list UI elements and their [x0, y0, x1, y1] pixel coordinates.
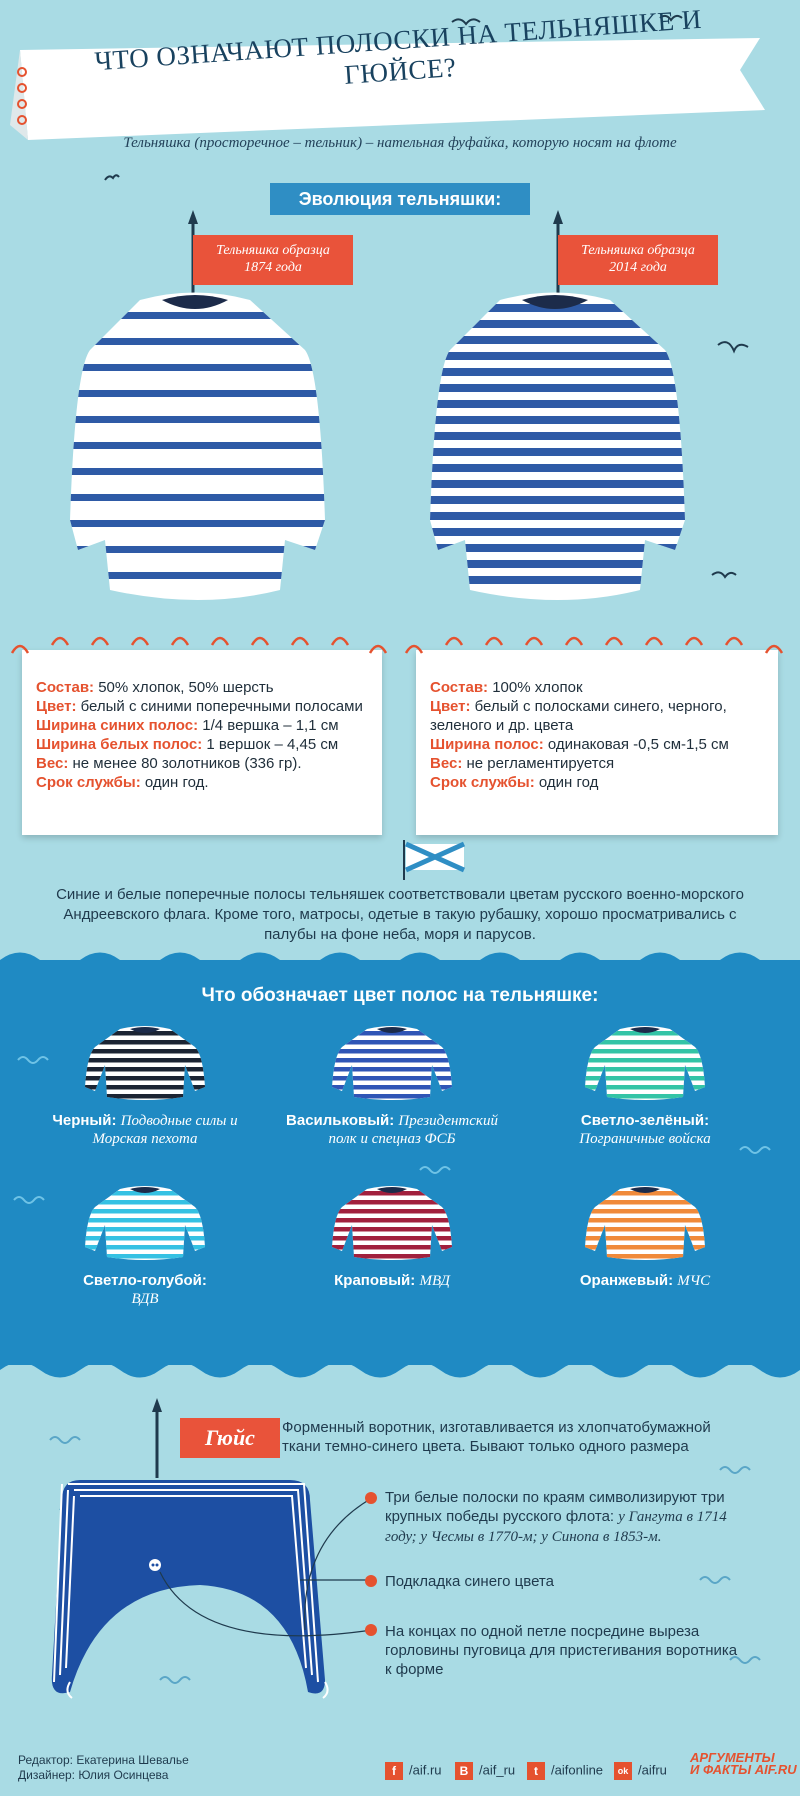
- shirt-stripe: [85, 1227, 205, 1232]
- card-2014-row: [430, 697, 764, 735]
- shirt-stripe: [585, 1094, 705, 1099]
- callout-dot: [365, 1492, 377, 1504]
- field-value: 1 вершок – 4,45 см: [202, 736, 339, 753]
- field-key: Вес:: [430, 755, 463, 772]
- label-1874: [193, 235, 353, 285]
- evolution-banner: Эволюция тельняшки:: [270, 183, 530, 215]
- gyuis-label: Гюйс: [180, 1418, 280, 1458]
- color-name: Черный:: [52, 1112, 117, 1129]
- stripe-color-caption: [530, 1272, 760, 1290]
- shirt-icon: [585, 1025, 705, 1100]
- social-handle: /aifru: [638, 1762, 667, 1778]
- field-value: не менее 80 золотников (336 гр).: [68, 755, 302, 772]
- card-2014-row: [430, 773, 764, 792]
- field-value: 1/4 вершка – 1,1 см: [198, 717, 339, 734]
- shirt-stripe: [585, 1245, 705, 1250]
- shirt-stripe: [585, 1076, 705, 1081]
- color-name: Краповый:: [334, 1272, 416, 1289]
- shirt-icon: [585, 1185, 705, 1260]
- shirt-stripe: [85, 1058, 205, 1063]
- shirt-stripe: [85, 1245, 205, 1250]
- colors-section-title: Что обозначает цвет полос на тельняшке:: [201, 985, 599, 1006]
- callout-dot: [365, 1575, 377, 1587]
- shirt-stripe: [85, 1094, 205, 1099]
- label-1874-line2: 1874 года: [244, 260, 302, 275]
- shirt-stripe: [585, 1049, 705, 1054]
- stripe-color-item: [530, 1185, 760, 1290]
- aif-logo[interactable]: [690, 1752, 797, 1776]
- card-1874: [22, 650, 382, 835]
- stripe-color-caption: [277, 1272, 507, 1290]
- field-value: белый с синими поперечными полосами: [76, 698, 363, 715]
- shirt-stripe: [332, 1067, 452, 1072]
- color-meaning: ВДВ: [131, 1291, 159, 1307]
- field-key: Ширина полос:: [430, 736, 544, 753]
- shirt-2014-illustration: [430, 290, 690, 620]
- card-1874-row: [36, 735, 368, 754]
- brand-line2: И ФАКТЫ AIF.RU: [690, 1762, 797, 1777]
- card-1874-row: [36, 678, 368, 697]
- label-1874-line1: Тельняшка образца: [216, 243, 330, 258]
- gyuis-description: Форменный воротник, изготавливается из хлопчатобумажной ткани темно-синего цвета. Бывают только одного размера: [282, 1419, 711, 1455]
- shirt-stripe: [85, 1236, 205, 1241]
- field-key: Ширина белых полос:: [36, 736, 203, 753]
- shirt-stripe: [332, 1085, 452, 1090]
- social-handle: /aifonline: [551, 1762, 604, 1778]
- shirt-icon: [332, 1025, 452, 1100]
- shirt-stripe: [85, 1209, 205, 1214]
- color-name: Светло-зелёный:: [580, 1112, 710, 1129]
- callout-dot: [365, 1624, 377, 1636]
- card-1874-row: [36, 773, 368, 792]
- shirt-stripe: [85, 1040, 205, 1045]
- stripe-color-caption: [30, 1272, 260, 1308]
- shirt-stripe: [332, 1058, 452, 1063]
- note-italic: у Гангута в 1714 году; у Чесмы в 1770-м; у Синопа в 1853-м.: [385, 1509, 727, 1545]
- gyuis-callout-lines: [0, 1480, 380, 1680]
- color-meaning: МЧС: [677, 1273, 711, 1289]
- stripe-color-caption: [530, 1112, 760, 1148]
- designer-credit: Дизайнер: Юлия Осинцева: [18, 1768, 169, 1782]
- color-name: Васильковый:: [286, 1112, 395, 1129]
- field-value: 50% хлопок, 50% шерсть: [94, 679, 274, 696]
- shirt-stripe: [585, 1058, 705, 1063]
- field-value: один год.: [140, 774, 209, 791]
- label-2014-line1: Тельняшка образца: [581, 243, 695, 258]
- shirt-stripe: [332, 1049, 452, 1054]
- andreevsky-flag-icon: [400, 840, 470, 880]
- field-key: Цвет:: [430, 698, 471, 715]
- shirt-stripe: [332, 1200, 452, 1205]
- field-key: Ширина синих полос:: [36, 717, 199, 734]
- note-text: На концах по одной петле посредине выреза горловины пуговица для пристегивания воротника к форме: [385, 1623, 738, 1678]
- field-value: 100% хлопок: [488, 679, 583, 696]
- flag-explanation: Синие и белые поперечные полосы тельняшек соответствовали цветам русского военно-морского Андреевского флага. Кроме того, матросы, одетые в такую рубашку, хорошо просматривались с палубы на фоне неба, моря и парусов.: [56, 886, 744, 943]
- shirt-stripe: [85, 1254, 205, 1259]
- card-2014-row: [430, 754, 764, 773]
- shirt-stripe: [85, 1067, 205, 1072]
- card-1874-row: [36, 716, 368, 735]
- field-key: Срок службы:: [36, 774, 141, 791]
- twitter-icon: t: [527, 1762, 545, 1780]
- shirt-stripe: [85, 1049, 205, 1054]
- card-2014-row: [430, 678, 764, 697]
- gyuis-note-stripes: [385, 1488, 745, 1547]
- card-rings: [0, 625, 800, 665]
- card-1874-row: [36, 754, 368, 773]
- card-2014-row: [430, 735, 764, 754]
- shirt-stripe: [332, 1236, 452, 1241]
- shirt-stripe: [85, 1085, 205, 1090]
- page-title: ЧТО ОЗНАЧАЮТ ПОЛОСКИ НА ТЕЛЬНЯШКЕ И ГЮЙСЕ?: [93, 3, 703, 90]
- color-meaning: МВД: [419, 1273, 450, 1289]
- field-key: Состав:: [430, 679, 489, 696]
- shirt-stripe: [585, 1085, 705, 1090]
- field-key: Состав:: [36, 679, 95, 696]
- gyuis-note-loops: [385, 1622, 745, 1679]
- field-value: один год: [534, 774, 599, 791]
- shirt-stripe: [332, 1076, 452, 1081]
- shirt-stripe: [585, 1067, 705, 1072]
- credits: [18, 1753, 189, 1783]
- gyuis-flagpole: [145, 1398, 175, 1478]
- note-text: Три белые полоски по краям символизируют три крупных победы русского флота:: [385, 1489, 725, 1525]
- field-value: не регламентируется: [462, 755, 615, 772]
- color-meaning: Подводные силы и Морская пехота: [92, 1113, 238, 1147]
- color-meaning: Пограничные войска: [579, 1131, 711, 1147]
- social-facebook-link[interactable]: [385, 1762, 442, 1780]
- shirt-stripe: [585, 1040, 705, 1045]
- stripe-color-item: [530, 1025, 760, 1148]
- shirt-icon: [332, 1185, 452, 1260]
- vk-icon: B: [455, 1762, 473, 1780]
- social-handle: /aif_ru: [479, 1762, 516, 1778]
- shirt-stripe: [332, 1094, 452, 1099]
- card-2014: [416, 650, 778, 835]
- shirt-stripe: [85, 1200, 205, 1205]
- stripe-color-item: [277, 1185, 507, 1290]
- stripe-color-item: [30, 1185, 260, 1308]
- shirt-icon: [85, 1185, 205, 1260]
- odnoklassniki-icon: ok: [614, 1762, 632, 1780]
- label-2014-line2: 2014 года: [609, 260, 667, 275]
- social-ok-link[interactable]: [614, 1762, 667, 1780]
- facebook-icon: f: [385, 1762, 403, 1780]
- label-2014: [558, 235, 718, 285]
- shirt-stripe: [585, 1254, 705, 1259]
- shirt-stripe: [85, 1218, 205, 1223]
- shirt-stripe: [332, 1254, 452, 1259]
- color-name: Оранжевый:: [579, 1272, 674, 1289]
- color-name: Светло-голубой:: [83, 1272, 207, 1289]
- shirt-stripe: [585, 1209, 705, 1214]
- stripe-color-item: [30, 1025, 260, 1148]
- stripe-color-caption: [277, 1112, 507, 1148]
- stripe-color-caption: [30, 1112, 260, 1148]
- shirt-stripe: [585, 1227, 705, 1232]
- stripe-color-item: [277, 1025, 507, 1148]
- brand-line1: АРГУМЕНТЫ: [690, 1750, 775, 1765]
- note-text: Подкладка синего цвета: [385, 1573, 554, 1590]
- social-handle: /aif.ru: [409, 1762, 442, 1778]
- shirt-stripe: [332, 1227, 452, 1232]
- shirt-stripe: [85, 1076, 205, 1081]
- card-1874-row: [36, 697, 368, 716]
- field-key: Срок службы:: [430, 774, 535, 791]
- shirt-1874-illustration: [70, 290, 330, 620]
- shirt-stripe: [585, 1236, 705, 1241]
- shirt-stripe: [332, 1040, 452, 1045]
- field-key: Вес:: [36, 755, 69, 772]
- page-subtitle: Тельняшка (просторечное – тельник) – нательная фуфайка, которую носят на флоте: [123, 135, 677, 151]
- gyuis-note-lining: [385, 1572, 745, 1591]
- social-vk-link[interactable]: [455, 1762, 515, 1780]
- shirt-stripe: [585, 1200, 705, 1205]
- color-meaning: Президентский полк и спецназ ФСБ: [328, 1113, 498, 1147]
- field-value: белый с полосками синего, черного, зеленого и др. цвета: [430, 698, 727, 734]
- shirt-stripe: [332, 1209, 452, 1214]
- field-key: Цвет:: [36, 698, 77, 715]
- editor-credit: Редактор: Екатерина Шевалье: [18, 1753, 189, 1767]
- field-value: одинаковая -0,5 см-1,5 см: [543, 736, 729, 753]
- shirt-stripe: [585, 1218, 705, 1223]
- shirt-icon: [85, 1025, 205, 1100]
- social-twitter-link[interactable]: [527, 1762, 603, 1780]
- shirt-stripe: [332, 1245, 452, 1250]
- shirt-stripe: [332, 1218, 452, 1223]
